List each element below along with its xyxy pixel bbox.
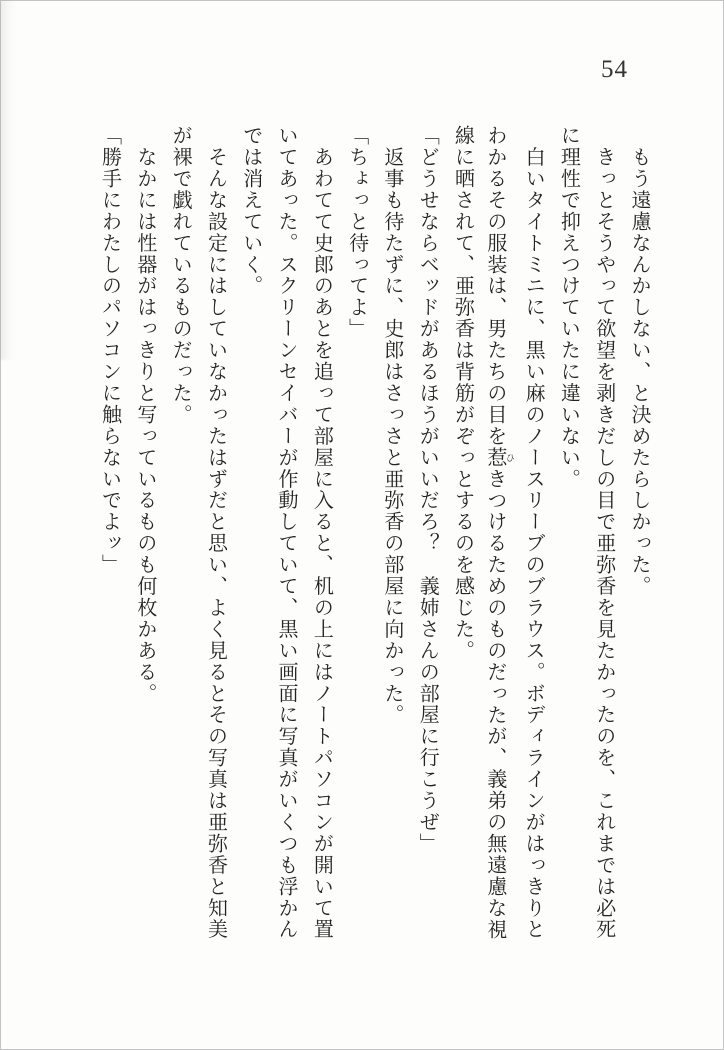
text-column: そんな設定にはしていなかったはずだと思い、よく見るとその写真は亜弥香と知美 — [204, 125, 227, 941]
text-columns — [91, 125, 656, 943]
text-column: 「ちょっと待ってよ」 — [345, 125, 368, 340]
text-column: 返事も待たずに、史郎はさっさと亜弥香の部屋に向かった。 — [380, 125, 403, 726]
text-column: なかには性器がはっきりと写っているものも何枚かある。 — [133, 125, 156, 705]
page-number: 54 — [601, 56, 628, 83]
scan-artifact-left-edge — [0, 0, 16, 360]
text-column: いてあった。スクリーンセイバーが作動していて、黒い画面に写真がいくつも浮かん — [275, 125, 298, 941]
text-column: に理性で抑えつけていたに違いない。 — [557, 125, 580, 490]
text-column: きっとそうやって欲望を剥きだしの目で亜弥香を見たかったのを、これまでは必死 — [592, 125, 615, 941]
text-column: 白いタイトミニに、黒い麻のノースリーブのブラウス。ボディラインがはっきりと — [522, 125, 545, 941]
text-column: では消えていく。 — [239, 125, 262, 297]
text-column: 「勝手にわたしのパソコンに触らないでよッ」 — [98, 125, 121, 576]
text-column: 「どうせならベッドがあるほうがいいだろ？ 義姉さんの部屋に行こうぜ」 — [416, 125, 439, 855]
furigana-annotated-char: 惹 ひ — [483, 446, 515, 469]
text-column: わかるその服装は、男たちの目を惹 ひきつけるためのものだったが、義弟の無遠慮な視 — [483, 125, 515, 941]
text-column: あわてて史郎のあとを追って部屋に入ると、机の上にはノートパソコンが開いて置 — [310, 125, 333, 941]
text-column: もう遠慮なんかしない、と決めたらしかった。 — [628, 125, 650, 597]
text-column: 線に晒されて、亜弥香は背筋がぞっとするのを感じた。 — [451, 125, 474, 662]
text-column: が裸で戯れているものだった。 — [169, 125, 192, 426]
